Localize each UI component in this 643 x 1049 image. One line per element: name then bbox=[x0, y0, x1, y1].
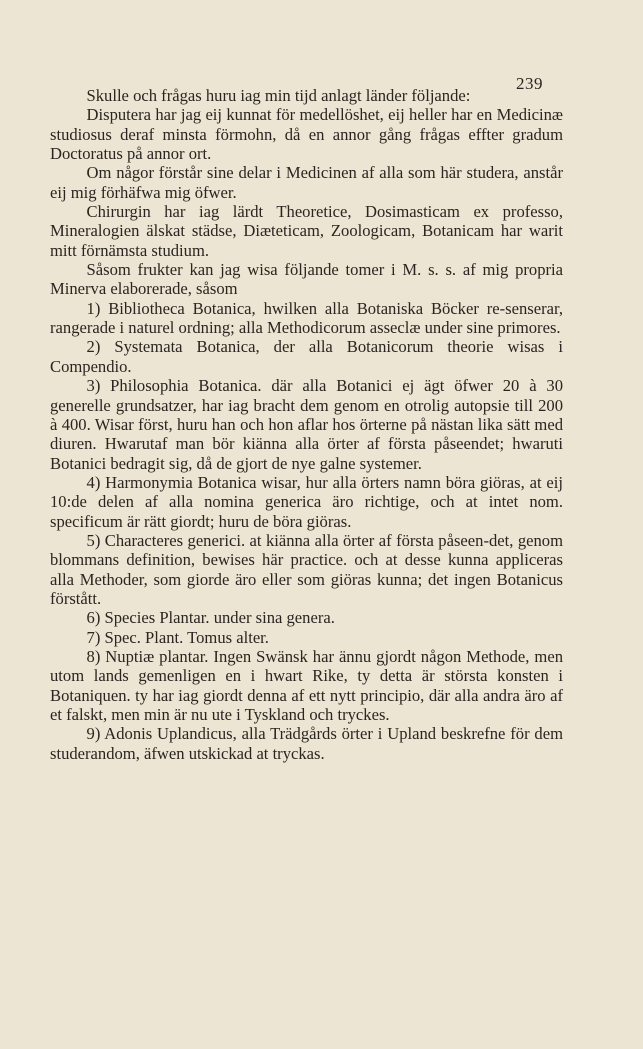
list-item-characteres: 5) Characteres generici. at kiänna alla örter af första påseen-det, genom blommans definition, bewises här practice. och at desse kunna appliceras alla Methoder, som giorde äro eller som giöras kunna; det ingen Botanicus förstått. bbox=[50, 530, 563, 608]
list-item-bibliotheca: 1) Bibliotheca Botanica, hwilken alla Botaniska Böcker re-senserar, rangerade i naturel ordning; alla Methodicorum asseclæ under sine primores. bbox=[50, 298, 563, 338]
paragraph-frukter: Såsom frukter kan jag wisa följande tomer i M. s. s. af mig propria Minerva elaborerade, såsom bbox=[50, 260, 563, 299]
body-text bbox=[50, 86, 563, 763]
page-number: 239 bbox=[516, 74, 543, 93]
list-item-systemata: 2) Systemata Botanica, der alla Botanicorum theorie wisas i Compendio. bbox=[50, 337, 563, 376]
paragraph-intro: Skulle och frågas huru iag min tijd anlagt länder följande: bbox=[86, 86, 471, 105]
paragraph-chirurgin: Chirurgin har iag lärdt Theoretice, Dosimasticam ex professo, Mineralogien älskat städse, Diæteticam, Zoologicam, Botanicam har warit mitt förnämsta studium. bbox=[50, 202, 563, 260]
list-item-spec-plant: 7) Spec. Plant. Tomus alter. bbox=[86, 627, 269, 647]
list-item-species: 6) Species Plantar. under sina genera. bbox=[86, 608, 335, 628]
list-item-nuptiae: 8) Nuptiæ plantar. Ingen Swänsk har ännu gjordt någon Methode, men utom lands gemenligen en i hwart Rike, ty detta är största konsten i Botaniquen. ty har iag giordt denna af ett nytt principio, där alla andra äro af et falskt, men min är nu ute i Tyskland och tryckes. bbox=[50, 646, 563, 724]
list-item-philosophia: 3) Philosophia Botanica. där alla Botanici ej ägt öfwer 20 à 30 generelle grundsatzer, har iag bracht dem genom en otrolig autopsie till 200 à 400. Wisar först, huru han och hon aflar hos örterne på nästan lika sätt med diuren. Hwarutaf man bör kiänna alla örter af första påseendet; hwaruti Botanici bedragit sig, då de gjort de nye galne systemer. bbox=[50, 376, 563, 473]
list-item-adonis: 9) Adonis Uplandicus, alla Trädgårds örter i Upland beskrefne för dem studerandom, äfwen utskickad at tryckas. bbox=[50, 724, 563, 763]
list-item-harmonymia: 4) Harmonymia Botanica wisar, hur alla örters namn böra giöras, at eij 10:de delen af alla nomina generica äro richtige, och at intet nom. specificum är rätt giordt; huru de böra giöras. bbox=[50, 472, 563, 531]
paragraph-disputera: Disputera har jag eij kunnat för medellöshet, eij heller har en Medicinæ studiosus deraf minsta förmohn, då en annor gång frågas effter gradum Doctoratus på annor ort. bbox=[50, 105, 563, 164]
paragraph-medicinen: Om någor förstår sine delar i Medicinen af alla som här studera, anstår eij mig förhäfwa mig öfwer. bbox=[50, 163, 563, 202]
